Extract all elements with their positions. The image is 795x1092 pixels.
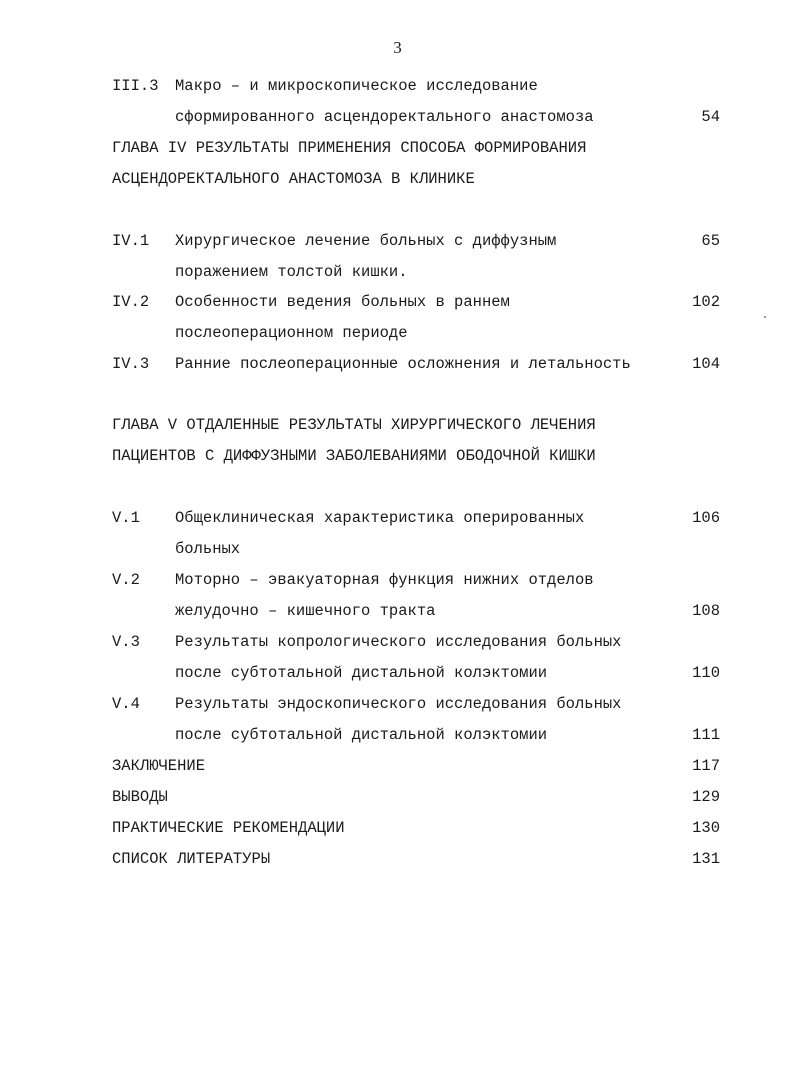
- toc-page-references: 131: [692, 850, 720, 868]
- toc-recommendations: ПРАКТИЧЕСКИЕ РЕКОМЕНДАЦИИ: [112, 819, 345, 837]
- toc-label-iv1: IV.1: [112, 232, 150, 250]
- toc-text-iv3-line1: Ранние послеоперационные осложнения и летальность: [175, 355, 631, 373]
- toc-page-v4: 111: [692, 726, 720, 744]
- toc-text-v4-line1: Результаты эндоскопического исследования больных: [175, 695, 622, 713]
- toc-text-iii3-line1: Макро – и микроскопическое исследование: [175, 77, 538, 95]
- toc-text-v3-line2: после субтотальной дистальной колэктомии: [175, 664, 548, 682]
- toc-page-findings: 129: [692, 788, 720, 806]
- toc-label-v4: V.4: [112, 695, 140, 713]
- toc-text-iv2-line2: послеоперационном периоде: [175, 324, 408, 342]
- toc-text-v1-line1: Общеклиническая характеристика оперированных: [175, 509, 585, 527]
- toc-label-iii3: III.3: [112, 77, 159, 95]
- chapter-4-heading-line2: АСЦЕНДОРЕКТАЛЬНОГО АНАСТОМОЗА В КЛИНИКЕ: [112, 170, 475, 188]
- toc-page-recommendations: 130: [692, 819, 720, 837]
- toc-references: СПИСОК ЛИТЕРАТУРЫ: [112, 850, 271, 868]
- toc-label-iv2: IV.2: [112, 293, 150, 311]
- scan-speck: [764, 316, 766, 318]
- toc-page-v2: 108: [692, 602, 720, 620]
- toc-findings: ВЫВОДЫ: [112, 788, 168, 806]
- toc-page-conclusion: 117: [692, 757, 720, 775]
- toc-text-v2-line2: желудочно – кишечного тракта: [175, 602, 436, 620]
- toc-label-v3: V.3: [112, 633, 140, 651]
- toc-text-v4-line2: после субтотальной дистальной колэктомии: [175, 726, 548, 744]
- toc-text-v1-line2: больных: [175, 540, 241, 558]
- chapter-5-heading-line2: ПАЦИЕНТОВ С ДИФФУЗНЫМИ ЗАБОЛЕВАНИЯМИ ОБОДОЧНОЙ КИШКИ: [112, 447, 596, 465]
- toc-page-iv3: 104: [692, 355, 720, 373]
- page-number: 3: [393, 38, 402, 57]
- toc-page-v3: 110: [692, 664, 720, 682]
- chapter-4-heading-line1: ГЛАВА IV РЕЗУЛЬТАТЫ ПРИМЕНЕНИЯ СПОСОБА ФОРМИРОВАНИЯ: [112, 139, 587, 157]
- toc-page-iii3: 54: [701, 108, 720, 126]
- toc-label-iv3: IV.3: [112, 355, 150, 373]
- toc-label-v2: V.2: [112, 571, 140, 589]
- toc-text-iv1-line2: поражением толстой кишки.: [175, 263, 408, 281]
- toc-text-v2-line1: Моторно – эвакуаторная функция нижних отделов: [175, 571, 594, 589]
- toc-text-v3-line1: Результаты копрологического исследования больных: [175, 633, 622, 651]
- toc-text-iv1-line1: Хирургическое лечение больных с диффузным: [175, 232, 557, 250]
- toc-text-iii3-line2: сформированного асцендоректального анастомоза: [175, 108, 594, 126]
- toc-page-iv2: 102: [692, 293, 720, 311]
- toc-conclusion: ЗАКЛЮЧЕНИЕ: [112, 757, 206, 775]
- toc-label-v1: V.1: [112, 509, 140, 527]
- toc-text-iv2-line1: Особенности ведения больных в раннем: [175, 293, 510, 311]
- toc-page-iv1: 65: [701, 232, 720, 250]
- chapter-5-heading-line1: ГЛАВА V ОТДАЛЕННЫЕ РЕЗУЛЬТАТЫ ХИРУРГИЧЕСКОГО ЛЕЧЕНИЯ: [112, 416, 596, 434]
- toc-page-v1: 106: [692, 509, 720, 527]
